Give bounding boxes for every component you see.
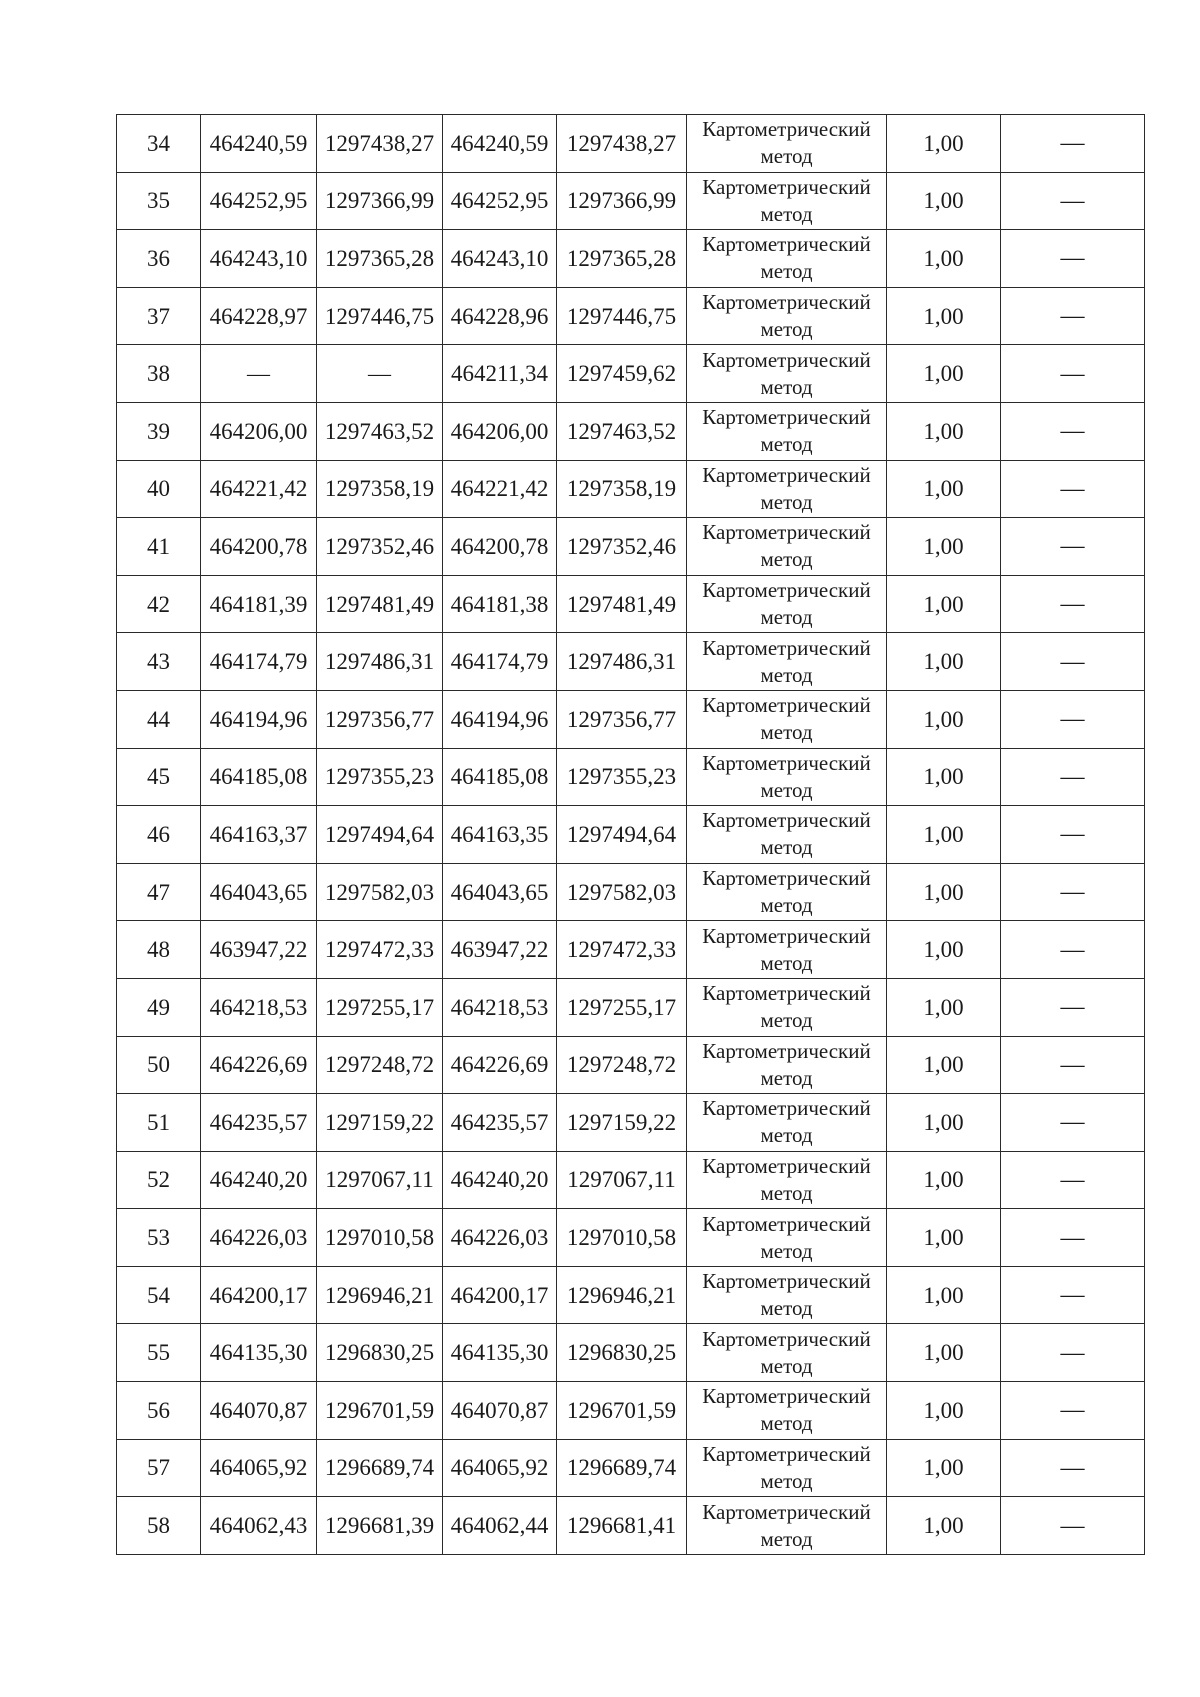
- table-row: [117, 460, 1145, 518]
- existing-y-cell: 1297366,99: [317, 172, 443, 230]
- accuracy-cell: 1,00: [887, 1382, 1001, 1440]
- table-row: [117, 1497, 1145, 1555]
- existing-y-cell: 1297365,28: [317, 230, 443, 288]
- method-line-1: Картометрический: [702, 635, 871, 660]
- method-line-1: Картометрический: [702, 405, 871, 430]
- existing-y-cell: 1297494,64: [317, 806, 443, 864]
- table-row: [117, 1266, 1145, 1324]
- method-line-1: Картометрический: [702, 981, 871, 1006]
- coordinates-table: [116, 114, 1145, 1555]
- existing-x-cell: 464235,57: [201, 1094, 317, 1152]
- method-line-1: Картометрический: [702, 462, 871, 487]
- accuracy-cell: 1,00: [887, 230, 1001, 288]
- accuracy-cell: 1,00: [887, 863, 1001, 921]
- note-cell: —: [1001, 748, 1145, 806]
- method-cell: [687, 1036, 887, 1094]
- note-cell: —: [1001, 1324, 1145, 1382]
- method-line-2: метод: [760, 1180, 813, 1205]
- existing-y-cell: 1297010,58: [317, 1209, 443, 1267]
- refined-x-cell: 464226,03: [443, 1209, 557, 1267]
- note-cell: —: [1001, 115, 1145, 173]
- refined-y-cell: 1297438,27: [557, 115, 687, 173]
- refined-x-cell: 464185,08: [443, 748, 557, 806]
- refined-x-cell: 463947,22: [443, 921, 557, 979]
- table-row: [117, 345, 1145, 403]
- point-number-cell: 52: [117, 1151, 201, 1209]
- point-number-cell: 58: [117, 1497, 201, 1555]
- method-cell: [687, 518, 887, 576]
- existing-x-cell: 464043,65: [201, 863, 317, 921]
- method-line-2: метод: [760, 259, 813, 284]
- table-row: [117, 287, 1145, 345]
- table-row: [117, 1094, 1145, 1152]
- point-number-cell: 45: [117, 748, 201, 806]
- refined-y-cell: 1297248,72: [557, 1036, 687, 1094]
- accuracy-cell: 1,00: [887, 1439, 1001, 1497]
- method-line-1: Картометрический: [702, 1441, 871, 1466]
- method-cell: [687, 345, 887, 403]
- existing-y-cell: 1297255,17: [317, 978, 443, 1036]
- method-line-1: Картометрический: [702, 808, 871, 833]
- table-row: [117, 1439, 1145, 1497]
- point-number-cell: 46: [117, 806, 201, 864]
- refined-y-cell: 1297459,62: [557, 345, 687, 403]
- existing-y-cell: 1297481,49: [317, 575, 443, 633]
- method-line-2: метод: [760, 1296, 813, 1321]
- refined-x-cell: 464240,59: [443, 115, 557, 173]
- table-row: [117, 402, 1145, 460]
- existing-x-cell: —: [201, 345, 317, 403]
- table-row: [117, 115, 1145, 173]
- method-line-1: Картометрический: [702, 1326, 871, 1351]
- note-cell: —: [1001, 690, 1145, 748]
- refined-y-cell: 1297366,99: [557, 172, 687, 230]
- existing-y-cell: 1297159,22: [317, 1094, 443, 1152]
- point-number-cell: 47: [117, 863, 201, 921]
- method-cell: [687, 1382, 887, 1440]
- refined-x-cell: 464163,35: [443, 806, 557, 864]
- refined-x-cell: 464235,57: [443, 1094, 557, 1152]
- existing-x-cell: 464181,39: [201, 575, 317, 633]
- method-line-1: Картометрический: [702, 232, 871, 257]
- point-number-cell: 35: [117, 172, 201, 230]
- table-row: [117, 518, 1145, 576]
- refined-x-cell: 464194,96: [443, 690, 557, 748]
- method-cell: [687, 575, 887, 633]
- table-row: [117, 806, 1145, 864]
- refined-y-cell: 1297010,58: [557, 1209, 687, 1267]
- method-line-1: Картометрический: [702, 1384, 871, 1409]
- point-number-cell: 37: [117, 287, 201, 345]
- accuracy-cell: 1,00: [887, 1209, 1001, 1267]
- existing-y-cell: 1296830,25: [317, 1324, 443, 1382]
- method-line-1: Картометрический: [702, 117, 871, 142]
- refined-y-cell: 1297356,77: [557, 690, 687, 748]
- existing-x-cell: 464252,95: [201, 172, 317, 230]
- method-line-2: метод: [760, 777, 813, 802]
- refined-x-cell: 464221,42: [443, 460, 557, 518]
- note-cell: —: [1001, 230, 1145, 288]
- point-number-cell: 42: [117, 575, 201, 633]
- method-line-1: Картометрический: [702, 174, 871, 199]
- method-line-1: Картометрический: [702, 750, 871, 775]
- existing-x-cell: 464062,43: [201, 1497, 317, 1555]
- refined-x-cell: 464070,87: [443, 1382, 557, 1440]
- point-number-cell: 53: [117, 1209, 201, 1267]
- table-row: [117, 690, 1145, 748]
- method-line-2: метод: [760, 317, 813, 342]
- existing-y-cell: 1297352,46: [317, 518, 443, 576]
- note-cell: —: [1001, 863, 1145, 921]
- table-row: [117, 633, 1145, 691]
- accuracy-cell: 1,00: [887, 1094, 1001, 1152]
- existing-x-cell: 464194,96: [201, 690, 317, 748]
- refined-x-cell: 464065,92: [443, 1439, 557, 1497]
- accuracy-cell: 1,00: [887, 115, 1001, 173]
- table-row: [117, 863, 1145, 921]
- refined-y-cell: 1297463,52: [557, 402, 687, 460]
- refined-y-cell: 1296946,21: [557, 1266, 687, 1324]
- accuracy-cell: 1,00: [887, 978, 1001, 1036]
- method-line-1: Картометрический: [702, 578, 871, 603]
- refined-y-cell: 1297472,33: [557, 921, 687, 979]
- refined-x-cell: 464240,20: [443, 1151, 557, 1209]
- method-cell: [687, 172, 887, 230]
- method-line-1: Картометрический: [702, 1096, 871, 1121]
- method-cell: [687, 863, 887, 921]
- existing-y-cell: 1297446,75: [317, 287, 443, 345]
- refined-y-cell: 1297582,03: [557, 863, 687, 921]
- existing-y-cell: 1296946,21: [317, 1266, 443, 1324]
- table-row: [117, 1151, 1145, 1209]
- method-line-1: Картометрический: [702, 347, 871, 372]
- accuracy-cell: 1,00: [887, 460, 1001, 518]
- existing-y-cell: 1297486,31: [317, 633, 443, 691]
- note-cell: —: [1001, 1036, 1145, 1094]
- method-line-2: метод: [760, 1353, 813, 1378]
- existing-y-cell: 1296681,39: [317, 1497, 443, 1555]
- existing-x-cell: 464243,10: [201, 230, 317, 288]
- method-line-2: метод: [760, 893, 813, 918]
- refined-y-cell: 1296689,74: [557, 1439, 687, 1497]
- existing-y-cell: 1297356,77: [317, 690, 443, 748]
- accuracy-cell: 1,00: [887, 1266, 1001, 1324]
- point-number-cell: 43: [117, 633, 201, 691]
- method-line-2: метод: [760, 1411, 813, 1436]
- table-row: [117, 748, 1145, 806]
- method-cell: [687, 921, 887, 979]
- existing-x-cell: 464163,37: [201, 806, 317, 864]
- accuracy-cell: 1,00: [887, 1324, 1001, 1382]
- table-row: [117, 1382, 1145, 1440]
- accuracy-cell: 1,00: [887, 345, 1001, 403]
- refined-y-cell: 1297446,75: [557, 287, 687, 345]
- accuracy-cell: 1,00: [887, 518, 1001, 576]
- method-line-1: Картометрический: [702, 1211, 871, 1236]
- note-cell: —: [1001, 1497, 1145, 1555]
- method-cell: [687, 115, 887, 173]
- table-row: [117, 230, 1145, 288]
- refined-y-cell: 1297159,22: [557, 1094, 687, 1152]
- note-cell: —: [1001, 402, 1145, 460]
- refined-y-cell: 1297486,31: [557, 633, 687, 691]
- method-line-1: Картометрический: [702, 1269, 871, 1294]
- method-line-1: Картометрический: [702, 290, 871, 315]
- refined-x-cell: 464243,10: [443, 230, 557, 288]
- method-cell: [687, 1266, 887, 1324]
- point-number-cell: 38: [117, 345, 201, 403]
- refined-y-cell: 1297481,49: [557, 575, 687, 633]
- existing-y-cell: —: [317, 345, 443, 403]
- method-cell: [687, 1497, 887, 1555]
- existing-y-cell: 1297358,19: [317, 460, 443, 518]
- method-cell: [687, 402, 887, 460]
- refined-x-cell: 464043,65: [443, 863, 557, 921]
- existing-x-cell: 464200,78: [201, 518, 317, 576]
- note-cell: —: [1001, 1094, 1145, 1152]
- refined-y-cell: 1296681,41: [557, 1497, 687, 1555]
- method-line-1: Картометрический: [702, 866, 871, 891]
- accuracy-cell: 1,00: [887, 575, 1001, 633]
- point-number-cell: 48: [117, 921, 201, 979]
- refined-y-cell: 1297355,23: [557, 748, 687, 806]
- method-cell: [687, 1324, 887, 1382]
- method-cell: [687, 633, 887, 691]
- note-cell: —: [1001, 978, 1145, 1036]
- refined-y-cell: 1297358,19: [557, 460, 687, 518]
- point-number-cell: 34: [117, 115, 201, 173]
- refined-y-cell: 1296701,59: [557, 1382, 687, 1440]
- note-cell: —: [1001, 1382, 1145, 1440]
- existing-x-cell: 464226,69: [201, 1036, 317, 1094]
- point-number-cell: 40: [117, 460, 201, 518]
- accuracy-cell: 1,00: [887, 402, 1001, 460]
- point-number-cell: 51: [117, 1094, 201, 1152]
- note-cell: —: [1001, 633, 1145, 691]
- method-line-1: Картометрический: [702, 923, 871, 948]
- method-cell: [687, 806, 887, 864]
- accuracy-cell: 1,00: [887, 287, 1001, 345]
- note-cell: —: [1001, 575, 1145, 633]
- note-cell: —: [1001, 172, 1145, 230]
- method-line-2: метод: [760, 1526, 813, 1551]
- method-cell: [687, 978, 887, 1036]
- method-line-1: Картометрический: [702, 1153, 871, 1178]
- refined-y-cell: 1297067,11: [557, 1151, 687, 1209]
- refined-y-cell: 1297494,64: [557, 806, 687, 864]
- note-cell: —: [1001, 1209, 1145, 1267]
- existing-y-cell: 1297248,72: [317, 1036, 443, 1094]
- existing-x-cell: 464226,03: [201, 1209, 317, 1267]
- existing-x-cell: 464185,08: [201, 748, 317, 806]
- note-cell: —: [1001, 460, 1145, 518]
- refined-x-cell: 464200,17: [443, 1266, 557, 1324]
- existing-y-cell: 1297355,23: [317, 748, 443, 806]
- note-cell: —: [1001, 345, 1145, 403]
- note-cell: —: [1001, 1439, 1145, 1497]
- method-line-2: метод: [760, 605, 813, 630]
- existing-x-cell: 464065,92: [201, 1439, 317, 1497]
- existing-y-cell: 1296701,59: [317, 1382, 443, 1440]
- existing-x-cell: 464135,30: [201, 1324, 317, 1382]
- existing-x-cell: 464228,97: [201, 287, 317, 345]
- accuracy-cell: 1,00: [887, 690, 1001, 748]
- point-number-cell: 55: [117, 1324, 201, 1382]
- table-row: [117, 1324, 1145, 1382]
- method-line-2: метод: [760, 201, 813, 226]
- note-cell: —: [1001, 518, 1145, 576]
- method-cell: [687, 1151, 887, 1209]
- refined-x-cell: 464174,79: [443, 633, 557, 691]
- point-number-cell: 49: [117, 978, 201, 1036]
- point-number-cell: 50: [117, 1036, 201, 1094]
- method-cell: [687, 287, 887, 345]
- accuracy-cell: 1,00: [887, 1151, 1001, 1209]
- table-row: [117, 921, 1145, 979]
- existing-x-cell: 464174,79: [201, 633, 317, 691]
- method-line-2: метод: [760, 950, 813, 975]
- existing-y-cell: 1297067,11: [317, 1151, 443, 1209]
- note-cell: —: [1001, 287, 1145, 345]
- method-cell: [687, 690, 887, 748]
- accuracy-cell: 1,00: [887, 633, 1001, 691]
- refined-x-cell: 464062,44: [443, 1497, 557, 1555]
- refined-x-cell: 464228,96: [443, 287, 557, 345]
- table-row: [117, 1036, 1145, 1094]
- accuracy-cell: 1,00: [887, 172, 1001, 230]
- existing-y-cell: 1297463,52: [317, 402, 443, 460]
- method-line-2: метод: [760, 1123, 813, 1148]
- existing-x-cell: 464218,53: [201, 978, 317, 1036]
- existing-y-cell: 1297438,27: [317, 115, 443, 173]
- method-line-1: Картометрический: [702, 520, 871, 545]
- refined-x-cell: 464218,53: [443, 978, 557, 1036]
- point-number-cell: 56: [117, 1382, 201, 1440]
- existing-y-cell: 1296689,74: [317, 1439, 443, 1497]
- accuracy-cell: 1,00: [887, 806, 1001, 864]
- method-line-2: метод: [760, 1065, 813, 1090]
- method-cell: [687, 460, 887, 518]
- refined-x-cell: 464181,38: [443, 575, 557, 633]
- note-cell: —: [1001, 806, 1145, 864]
- table-row: [117, 575, 1145, 633]
- table-row: [117, 978, 1145, 1036]
- existing-x-cell: 464200,17: [201, 1266, 317, 1324]
- point-number-cell: 57: [117, 1439, 201, 1497]
- method-line-2: метод: [760, 374, 813, 399]
- point-number-cell: 54: [117, 1266, 201, 1324]
- accuracy-cell: 1,00: [887, 921, 1001, 979]
- method-line-2: метод: [760, 432, 813, 457]
- existing-x-cell: 464240,20: [201, 1151, 317, 1209]
- method-line-2: метод: [760, 835, 813, 860]
- method-cell: [687, 1209, 887, 1267]
- refined-x-cell: 464206,00: [443, 402, 557, 460]
- method-line-2: метод: [760, 662, 813, 687]
- method-line-2: метод: [760, 144, 813, 169]
- method-line-2: метод: [760, 1468, 813, 1493]
- refined-x-cell: 464211,34: [443, 345, 557, 403]
- refined-y-cell: 1297255,17: [557, 978, 687, 1036]
- existing-y-cell: 1297582,03: [317, 863, 443, 921]
- method-cell: [687, 1439, 887, 1497]
- note-cell: —: [1001, 1266, 1145, 1324]
- existing-x-cell: 464240,59: [201, 115, 317, 173]
- refined-y-cell: 1297352,46: [557, 518, 687, 576]
- refined-y-cell: 1297365,28: [557, 230, 687, 288]
- existing-x-cell: 464221,42: [201, 460, 317, 518]
- accuracy-cell: 1,00: [887, 1036, 1001, 1094]
- method-cell: [687, 1094, 887, 1152]
- refined-y-cell: 1296830,25: [557, 1324, 687, 1382]
- method-cell: [687, 748, 887, 806]
- method-line-1: Картометрический: [702, 1038, 871, 1063]
- table-row: [117, 1209, 1145, 1267]
- refined-x-cell: 464200,78: [443, 518, 557, 576]
- point-number-cell: 36: [117, 230, 201, 288]
- method-line-1: Картометрический: [702, 1499, 871, 1524]
- refined-x-cell: 464226,69: [443, 1036, 557, 1094]
- existing-x-cell: 464206,00: [201, 402, 317, 460]
- refined-x-cell: 464252,95: [443, 172, 557, 230]
- accuracy-cell: 1,00: [887, 1497, 1001, 1555]
- method-line-2: метод: [760, 1008, 813, 1033]
- method-cell: [687, 230, 887, 288]
- refined-x-cell: 464135,30: [443, 1324, 557, 1382]
- accuracy-cell: 1,00: [887, 748, 1001, 806]
- method-line-2: метод: [760, 489, 813, 514]
- point-number-cell: 39: [117, 402, 201, 460]
- method-line-2: метод: [760, 1238, 813, 1263]
- method-line-2: метод: [760, 547, 813, 572]
- table-body: [117, 115, 1145, 1555]
- method-line-1: Картометрический: [702, 693, 871, 718]
- note-cell: —: [1001, 921, 1145, 979]
- existing-x-cell: 463947,22: [201, 921, 317, 979]
- method-line-2: метод: [760, 720, 813, 745]
- existing-x-cell: 464070,87: [201, 1382, 317, 1440]
- table-row: [117, 172, 1145, 230]
- point-number-cell: 41: [117, 518, 201, 576]
- point-number-cell: 44: [117, 690, 201, 748]
- note-cell: —: [1001, 1151, 1145, 1209]
- existing-y-cell: 1297472,33: [317, 921, 443, 979]
